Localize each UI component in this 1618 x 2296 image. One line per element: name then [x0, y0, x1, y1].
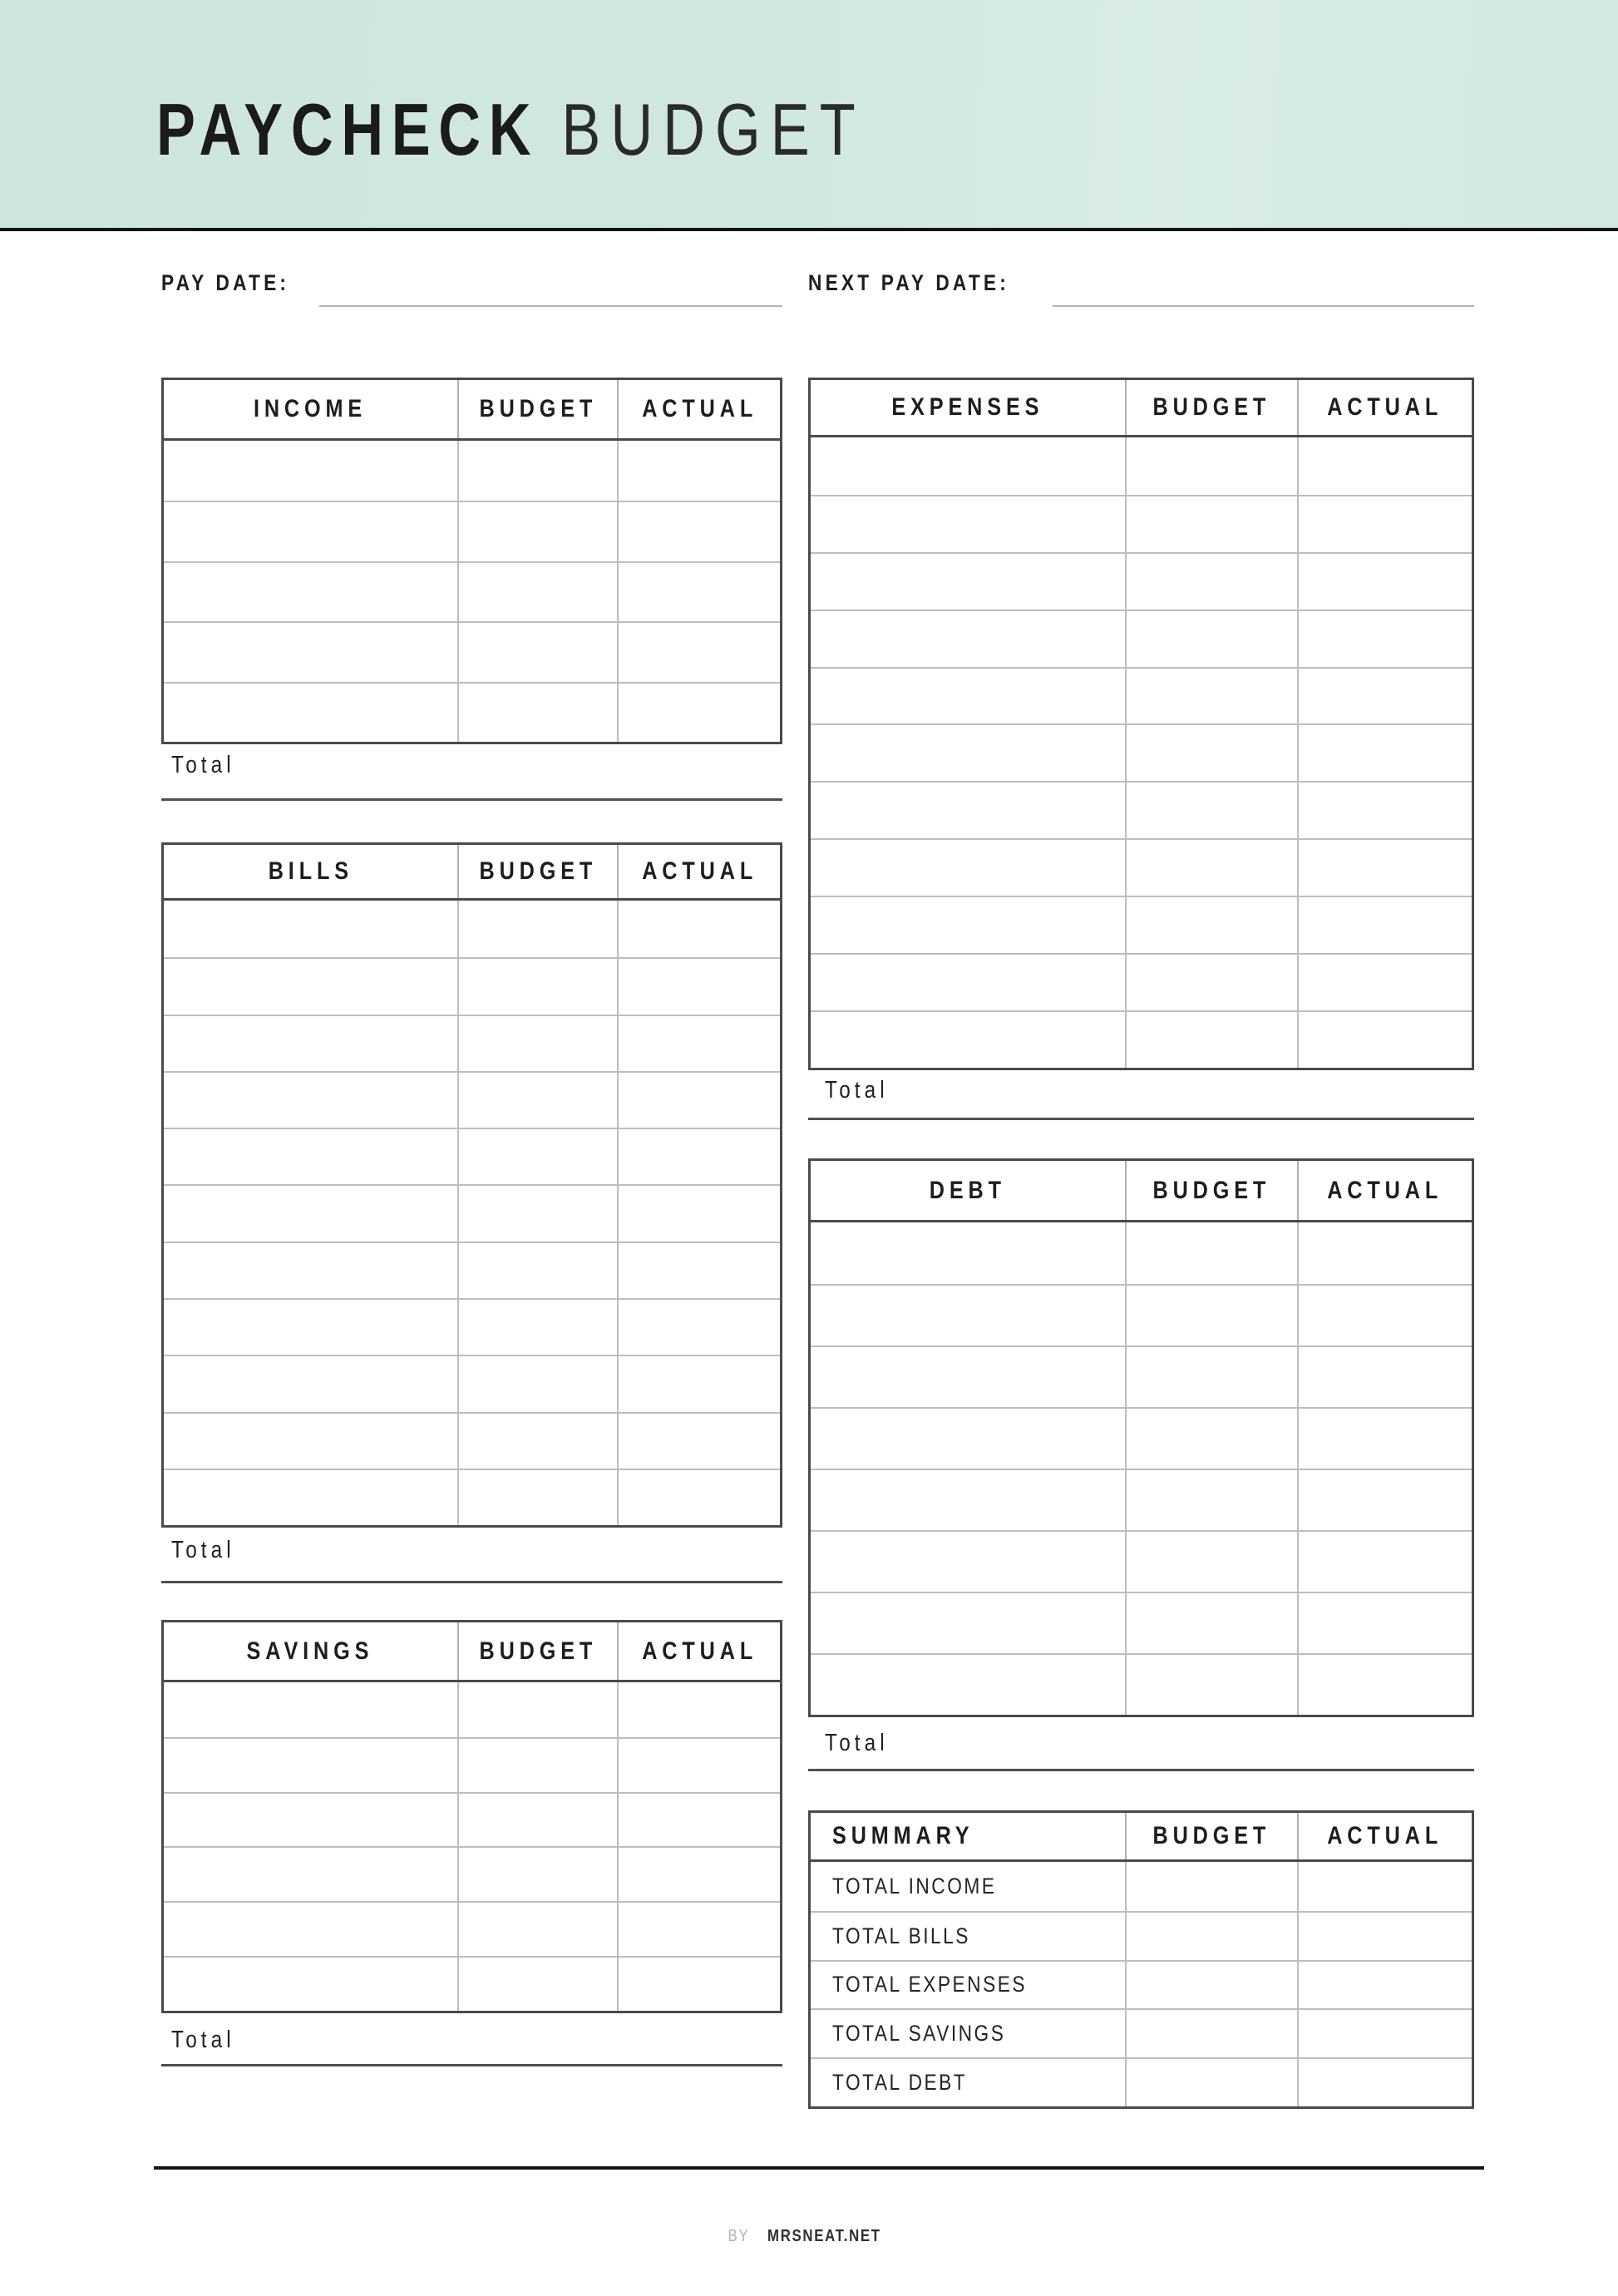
budget-amount-cell[interactable] [457, 502, 618, 560]
table-row [164, 682, 780, 742]
actual-amount-cell[interactable] [617, 1739, 780, 1792]
budget-header-cell: BUDGET [1125, 380, 1297, 435]
budget-amount-cell[interactable] [1125, 1655, 1297, 1715]
table-row [164, 1298, 780, 1355]
table-row [164, 1956, 780, 2011]
item-name-cell[interactable] [164, 1129, 457, 1184]
income-table-body [164, 441, 780, 742]
budget-amount-cell[interactable] [457, 1682, 618, 1737]
actual-header-cell: ACTUAL [1297, 1161, 1472, 1220]
debt-total-rule[interactable] [808, 1769, 1474, 1771]
bills-total-rule[interactable] [161, 1581, 782, 1583]
item-name-cell[interactable] [811, 1532, 1125, 1592]
item-name-cell[interactable] [811, 783, 1125, 838]
actual-amount-cell[interactable] [1297, 611, 1472, 667]
actual-amount-cell[interactable] [617, 684, 780, 742]
item-name-cell[interactable] [811, 669, 1125, 724]
budget-amount-cell[interactable] [1125, 783, 1297, 838]
table-row [811, 1469, 1472, 1530]
budget-amount-cell[interactable] [457, 1300, 618, 1355]
expenses-total-label: Total [825, 1077, 889, 1104]
actual-amount-cell[interactable] [617, 1470, 780, 1525]
item-name-cell[interactable] [811, 1347, 1125, 1407]
table-row [811, 781, 1472, 838]
actual-amount-cell[interactable] [617, 1903, 780, 1956]
actual-amount-cell[interactable] [617, 1356, 780, 1411]
table-row [164, 1682, 780, 1737]
next-pay-date-label: NEXT PAY DATE: [808, 270, 1009, 295]
item-name-cell[interactable] [164, 1186, 457, 1241]
summary-row [811, 1960, 1472, 2009]
item-name-cell[interactable] [811, 1286, 1125, 1346]
debt-header-cell: DEBT [930, 1176, 1007, 1204]
footer-by-text: BY [728, 2227, 750, 2245]
bills-table-body [164, 901, 780, 1525]
table-row [164, 441, 780, 501]
actual-header-cell: ACTUAL [617, 380, 780, 438]
actual-amount-cell[interactable] [1297, 1347, 1472, 1407]
page-title-bold: PAYCHECK [156, 88, 540, 170]
budget-amount-cell[interactable] [1125, 1470, 1297, 1530]
budget-amount-cell[interactable] [1125, 1222, 1297, 1284]
item-name-cell[interactable] [164, 1903, 457, 1956]
header-band [0, 0, 1618, 231]
table-row [811, 552, 1472, 610]
summary-row-label: TOTAL SAVINGS [832, 2021, 1006, 2047]
budget-amount-cell[interactable] [457, 1794, 618, 1847]
actual-amount-cell[interactable] [1297, 897, 1472, 953]
table-row [811, 1653, 1472, 1715]
budget-amount-cell[interactable] [1125, 554, 1297, 610]
actual-amount-cell[interactable] [617, 441, 780, 501]
actual-amount-cell[interactable] [617, 1243, 780, 1298]
budget-amount-cell[interactable] [457, 1414, 618, 1469]
item-name-cell[interactable] [164, 502, 457, 560]
table-row [811, 1222, 1472, 1284]
table-row [811, 667, 1472, 724]
table-row [164, 1901, 780, 1956]
table-row [164, 1469, 780, 1525]
actual-amount-cell[interactable] [1297, 1409, 1472, 1469]
pay-date-field[interactable] [319, 262, 782, 307]
budget-amount-cell[interactable] [1125, 897, 1297, 953]
item-name-cell[interactable] [811, 1655, 1125, 1715]
savings-table [161, 1620, 782, 2013]
item-name-cell[interactable] [811, 897, 1125, 953]
table-row [164, 1846, 780, 1901]
budget-amount-cell[interactable] [457, 563, 618, 621]
budget-amount-cell[interactable] [1125, 1913, 1297, 1960]
item-name-cell[interactable] [164, 1739, 457, 1792]
item-name-cell[interactable] [811, 554, 1125, 610]
item-name-cell[interactable] [811, 1409, 1125, 1469]
item-name-cell[interactable] [164, 1470, 457, 1525]
next-pay-date-group [808, 262, 1474, 307]
actual-amount-cell[interactable] [1297, 1470, 1472, 1530]
footer-credit [0, 2227, 1618, 2246]
actual-amount-cell[interactable] [617, 1016, 780, 1071]
actual-amount-cell[interactable] [1297, 669, 1472, 724]
table-row [811, 1284, 1472, 1346]
actual-amount-cell[interactable] [1297, 496, 1472, 552]
item-name-cell[interactable] [164, 441, 457, 501]
budget-amount-cell[interactable] [1125, 1862, 1297, 1911]
budget-amount-cell[interactable] [1125, 437, 1297, 495]
summary-row-label: TOTAL BILLS [832, 1923, 970, 1948]
summary-row-label: TOTAL DEBT [832, 2070, 968, 2096]
item-name-cell[interactable] [811, 611, 1125, 667]
budget-amount-cell[interactable] [457, 901, 618, 957]
table-row [164, 621, 780, 681]
item-name-cell[interactable] [164, 1356, 457, 1411]
budget-amount-cell[interactable] [1125, 1409, 1297, 1469]
actual-amount-cell[interactable] [1297, 725, 1472, 781]
item-name-cell[interactable] [164, 1073, 457, 1128]
budget-amount-cell[interactable] [1125, 1347, 1297, 1407]
table-row [811, 610, 1472, 667]
actual-amount-cell[interactable] [617, 1682, 780, 1737]
actual-amount-cell[interactable] [1297, 437, 1472, 495]
actual-amount-cell[interactable] [617, 563, 780, 621]
summary-table [808, 1810, 1474, 2109]
actual-amount-cell[interactable] [1297, 955, 1472, 1010]
income-table [161, 378, 782, 744]
item-name-cell[interactable] [811, 496, 1125, 552]
actual-amount-cell[interactable] [1297, 1222, 1472, 1284]
budget-amount-cell[interactable] [1125, 1286, 1297, 1346]
savings-header-cell: SAVINGS [246, 1637, 374, 1665]
actual-header-cell: ACTUAL [617, 845, 780, 898]
actual-amount-cell[interactable] [617, 1848, 780, 1901]
budget-amount-cell[interactable] [1125, 1962, 1297, 2009]
actual-amount-cell[interactable] [617, 1300, 780, 1355]
savings-total-rule[interactable] [161, 2064, 782, 2066]
budget-amount-cell[interactable] [457, 1739, 618, 1792]
savings-table-header [164, 1622, 780, 1682]
actual-amount-cell[interactable] [617, 623, 780, 681]
item-name-cell[interactable] [164, 1300, 457, 1355]
item-name-cell[interactable] [811, 437, 1125, 495]
item-name-cell[interactable] [811, 1593, 1125, 1653]
budget-amount-cell[interactable] [1125, 2010, 1297, 2057]
item-name-cell[interactable] [811, 725, 1125, 781]
actual-amount-cell[interactable] [617, 1129, 780, 1184]
table-row [164, 1242, 780, 1298]
budget-amount-cell[interactable] [457, 1073, 618, 1128]
actual-amount-cell[interactable] [1297, 1286, 1472, 1346]
item-name-cell[interactable] [811, 1012, 1125, 1068]
table-row [811, 1592, 1472, 1653]
budget-header-cell: BUDGET [457, 380, 618, 438]
actual-header-cell: ACTUAL [1297, 380, 1472, 435]
table-row [164, 1071, 780, 1128]
actual-amount-cell[interactable] [1297, 1862, 1472, 1911]
debt-table-body [811, 1222, 1472, 1715]
actual-amount-cell[interactable] [617, 1186, 780, 1241]
summary-table-header [811, 1813, 1472, 1862]
item-name-cell[interactable] [164, 1414, 457, 1469]
actual-amount-cell[interactable] [1297, 1962, 1472, 2009]
actual-amount-cell[interactable] [617, 1958, 780, 2011]
budget-amount-cell[interactable] [457, 1016, 618, 1071]
table-row [811, 495, 1472, 552]
actual-amount-cell[interactable] [1297, 1593, 1472, 1653]
budget-header-cell: BUDGET [457, 1622, 618, 1680]
item-name-cell[interactable] [164, 623, 457, 681]
table-row [164, 501, 780, 560]
actual-amount-cell[interactable] [1297, 2059, 1472, 2106]
budget-amount-cell[interactable] [457, 1470, 618, 1525]
expenses-table-header [811, 380, 1472, 437]
income-total-label: Total [171, 752, 235, 778]
summary-row [811, 1862, 1472, 1911]
summary-row [811, 1911, 1472, 1960]
actual-amount-cell[interactable] [1297, 1913, 1472, 1960]
budget-amount-cell[interactable] [457, 1356, 618, 1411]
item-name-cell[interactable] [164, 1016, 457, 1071]
table-row [164, 1184, 780, 1241]
item-name-cell[interactable] [164, 901, 457, 957]
budget-amount-cell[interactable] [1125, 725, 1297, 781]
savings-total-label: Total [171, 2027, 235, 2053]
item-name-cell[interactable] [164, 1682, 457, 1737]
budget-amount-cell[interactable] [1125, 955, 1297, 1010]
budget-amount-cell[interactable] [457, 1243, 618, 1298]
budget-header-cell: BUDGET [1125, 1813, 1297, 1859]
budget-amount-cell[interactable] [457, 1848, 618, 1901]
table-row [811, 1010, 1472, 1068]
income-header-cell: INCOME [254, 395, 368, 422]
pay-date-group [161, 262, 782, 307]
table-row [811, 953, 1472, 1010]
bills-total-label: Total [171, 1537, 235, 1563]
next-pay-date-field[interactable] [1053, 262, 1474, 307]
actual-amount-cell[interactable] [1297, 840, 1472, 896]
table-row [164, 957, 780, 1014]
actual-amount-cell[interactable] [617, 1794, 780, 1847]
table-row [164, 1355, 780, 1411]
footer-divider [154, 2166, 1484, 2170]
budget-amount-cell[interactable] [1125, 611, 1297, 667]
actual-amount-cell[interactable] [617, 959, 780, 1014]
item-name-cell[interactable] [164, 1243, 457, 1298]
summary-header-cell: SUMMARY [832, 1822, 974, 1849]
debt-table-header [811, 1161, 1472, 1222]
table-row [164, 1015, 780, 1071]
actual-amount-cell[interactable] [1297, 2010, 1472, 2057]
table-row [164, 1128, 780, 1184]
actual-header-cell: ACTUAL [617, 1622, 780, 1680]
actual-amount-cell[interactable] [1297, 1655, 1472, 1715]
table-row [811, 896, 1472, 953]
budget-amount-cell[interactable] [457, 684, 618, 742]
budget-amount-cell[interactable] [1125, 496, 1297, 552]
expenses-table [808, 378, 1474, 1070]
income-total-rule[interactable] [161, 798, 782, 801]
budget-amount-cell[interactable] [457, 1186, 618, 1241]
actual-header-cell: ACTUAL [1297, 1813, 1472, 1859]
table-row [164, 1412, 780, 1469]
bills-table [161, 842, 782, 1528]
budget-amount-cell[interactable] [1125, 1532, 1297, 1592]
summary-row [811, 2057, 1472, 2106]
summary-row-label: TOTAL INCOME [832, 1873, 997, 1899]
budget-amount-cell[interactable] [457, 1903, 618, 1956]
expenses-table-body [811, 437, 1472, 1068]
summary-row [811, 2008, 1472, 2057]
bills-header-cell: BILLS [268, 857, 353, 885]
budget-amount-cell[interactable] [457, 959, 618, 1014]
budget-amount-cell[interactable] [457, 623, 618, 681]
budget-header-cell: BUDGET [1125, 1161, 1297, 1220]
budget-amount-cell[interactable] [457, 441, 618, 501]
table-row [164, 1737, 780, 1792]
table-row [164, 561, 780, 621]
table-row [164, 1792, 780, 1847]
item-name-cell[interactable] [811, 840, 1125, 896]
page-title [156, 88, 866, 170]
item-name-cell[interactable] [811, 955, 1125, 1010]
actual-amount-cell[interactable] [1297, 1532, 1472, 1592]
summary-row-label: TOTAL EXPENSES [832, 1972, 1028, 1997]
table-row [811, 723, 1472, 781]
budget-amount-cell[interactable] [457, 1958, 618, 2011]
table-row [811, 838, 1472, 896]
item-name-cell[interactable] [164, 1794, 457, 1847]
actual-amount-cell[interactable] [617, 502, 780, 560]
budget-amount-cell[interactable] [1125, 840, 1297, 896]
page-title-light: BUDGET [561, 88, 866, 170]
actual-amount-cell[interactable] [617, 1073, 780, 1128]
item-name-cell[interactable] [811, 1222, 1125, 1284]
expenses-header-cell: EXPENSES [891, 393, 1044, 421]
debt-total-label: Total [825, 1730, 889, 1756]
budget-header-cell: BUDGET [457, 845, 618, 898]
table-row [164, 901, 780, 957]
table-row [811, 1530, 1472, 1592]
footer-site-text: MRSNEAT.NET [767, 2227, 881, 2245]
summary-table-body [811, 1862, 1472, 2106]
savings-table-body [164, 1682, 780, 2011]
item-name-cell[interactable] [164, 1958, 457, 2011]
table-row [811, 1346, 1472, 1407]
actual-amount-cell[interactable] [1297, 783, 1472, 838]
actual-amount-cell[interactable] [617, 901, 780, 957]
budget-amount-cell[interactable] [1125, 2059, 1297, 2106]
item-name-cell[interactable] [164, 959, 457, 1014]
item-name-cell[interactable] [164, 1848, 457, 1901]
actual-amount-cell[interactable] [617, 1414, 780, 1469]
debt-table [808, 1158, 1474, 1717]
item-name-cell[interactable] [811, 1470, 1125, 1530]
actual-amount-cell[interactable] [1297, 554, 1472, 610]
item-name-cell[interactable] [164, 563, 457, 621]
table-row [811, 437, 1472, 495]
budget-amount-cell[interactable] [1125, 669, 1297, 724]
actual-amount-cell[interactable] [1297, 1012, 1472, 1068]
budget-amount-cell[interactable] [1125, 1012, 1297, 1068]
budget-amount-cell[interactable] [1125, 1593, 1297, 1653]
expenses-total-rule[interactable] [808, 1118, 1474, 1120]
item-name-cell[interactable] [164, 684, 457, 742]
table-row [811, 1407, 1472, 1469]
budget-amount-cell[interactable] [457, 1129, 618, 1184]
pay-date-label: PAY DATE: [161, 270, 290, 295]
income-table-header [164, 380, 780, 441]
bills-table-header [164, 845, 780, 901]
